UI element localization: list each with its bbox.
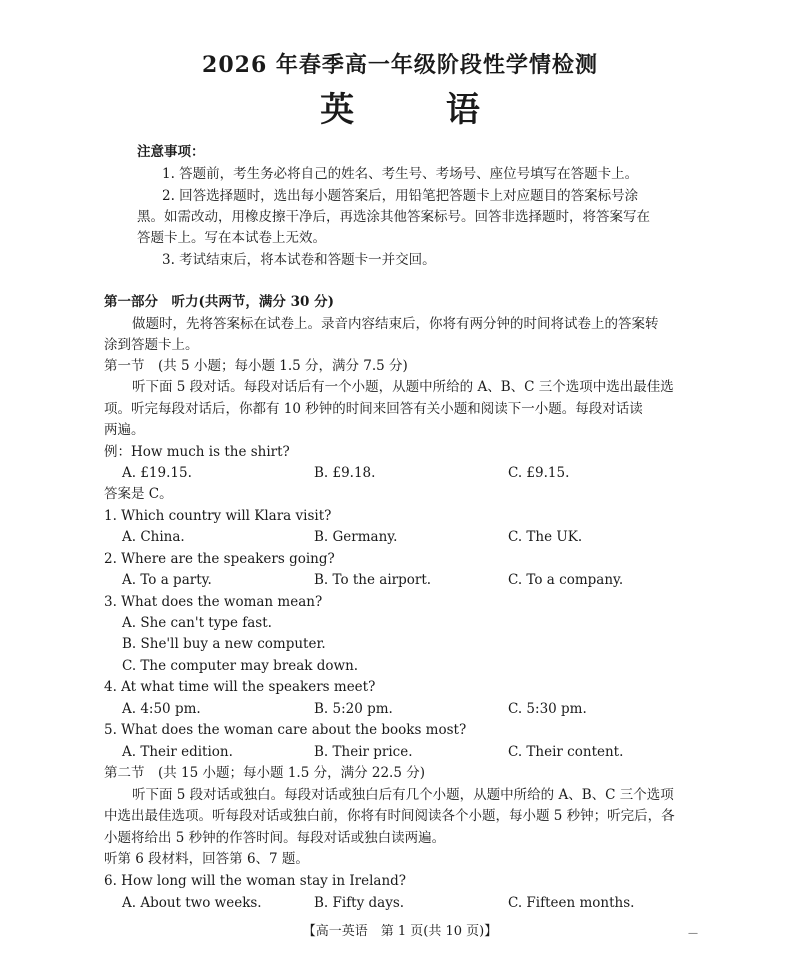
q4-option-b: B. 5:20 pm. — [314, 701, 393, 717]
part1-intro-line: 做题时，先将答案标在试卷上。录音内容结束后，你将有两分钟的时间将试卷上的答案转 — [132, 316, 659, 332]
material-6-note: 听第 6 段材料，回答第 6、7 题。 — [104, 851, 309, 867]
q3-option-c: C. The computer may break down. — [122, 658, 359, 674]
q6-option-a: A. About two weeks. — [122, 895, 262, 911]
section2-instruction: 小题将给出 5 秒钟的作答时间。每段对话或独白读两遍。 — [104, 830, 446, 846]
question-3: 3. What does the woman mean? — [104, 594, 323, 610]
q3-option-a: A. She can't type fast. — [122, 615, 272, 631]
example-answer: 答案是 C。 — [104, 486, 173, 502]
q1-option-a: A. China. — [122, 529, 185, 545]
example-option-b: B. £9.18. — [314, 465, 376, 481]
q5-option-b: B. Their price. — [314, 744, 413, 760]
part1-heading: 第一部分 听力(共两节，满分 30 分) — [104, 294, 334, 310]
q2-option-a: A. To a party. — [122, 572, 212, 588]
q6-option-b: B. Fifty days. — [314, 895, 405, 911]
notice-line: 答题卡上。写在本试卷上无效。 — [137, 230, 326, 246]
q4-option-c: C. 5:30 pm. — [508, 701, 587, 717]
corner-mark: — — [688, 928, 698, 939]
exam-title: 2026 年春季高一年级阶段性学情检测 — [202, 52, 598, 78]
page-footer: 【高一英语 第 1 页(共 10 页)】 — [302, 924, 498, 939]
section2-instruction: 中选出最佳选项。听每段对话或独白前，你将有时间阅读各个小题，每小题 5 秒钟；听完后，各 — [104, 808, 675, 824]
section1-heading: 第一节 (共 5 小题；每小题 1.5 分，满分 7.5 分) — [104, 358, 408, 374]
q2-option-b: B. To the airport. — [314, 572, 432, 588]
question-2: 2. Where are the speakers going? — [104, 551, 335, 567]
example-question: 例：How much is the shirt? — [104, 444, 290, 460]
example-option-c: C. £9.15. — [508, 465, 570, 481]
q1-option-b: B. Germany. — [314, 529, 398, 545]
q3-option-b: B. She'll buy a new computer. — [122, 636, 326, 652]
part1-intro-line: 涂到答题卡上。 — [104, 337, 199, 353]
notice-line: 黑。如需改动，用橡皮擦干净后，再选涂其他答案标号。回答非选择题时，将答案写在 — [137, 209, 650, 225]
section1-instruction: 项。听完每段对话后，你都有 10 秒钟的时间来回答有关小题和阅读下一小题。每段对话读 — [104, 401, 643, 417]
notice-heading: 注意事项： — [137, 144, 205, 160]
notice-line: 2. 回答选择题时，选出每小题答案后，用铅笔把答题卡上对应题目的答案标号涂 — [162, 188, 639, 204]
q1-option-c: C. The UK. — [508, 529, 583, 545]
q5-option-a: A. Their edition. — [122, 744, 233, 760]
subject-title: 英 语 — [320, 90, 520, 130]
q6-option-c: C. Fifteen months. — [508, 895, 635, 911]
q4-option-a: A. 4:50 pm. — [122, 701, 201, 717]
question-5: 5. What does the woman care about the books most? — [104, 722, 467, 738]
section1-instruction: 两遍。 — [104, 422, 145, 438]
section2-instruction: 听下面 5 段对话或独白。每段对话或独白后有几个小题，从题中所给的 A、B、C 三个选项 — [132, 787, 674, 803]
q5-option-c: C. Their content. — [508, 744, 624, 760]
question-4: 4. At what time will the speakers meet? — [104, 679, 376, 695]
section2-heading: 第二节 (共 15 小题；每小题 1.5 分，满分 22.5 分) — [104, 765, 425, 781]
example-option-a: A. £19.15. — [122, 465, 192, 481]
notice-line: 1. 答题前，考生务必将自己的姓名、考生号、考场号、座位号填写在答题卡上。 — [162, 166, 639, 182]
notice-line: 3. 考试结束后，将本试卷和答题卡一并交回。 — [162, 252, 436, 268]
section1-instruction: 听下面 5 段对话。每段对话后有一个小题，从题中所给的 A、B、C 三个选项中选出最佳选 — [132, 379, 674, 395]
question-1: 1. Which country will Klara visit? — [104, 508, 332, 524]
q2-option-c: C. To a company. — [508, 572, 624, 588]
question-6: 6. How long will the woman stay in Ireland? — [104, 873, 407, 889]
